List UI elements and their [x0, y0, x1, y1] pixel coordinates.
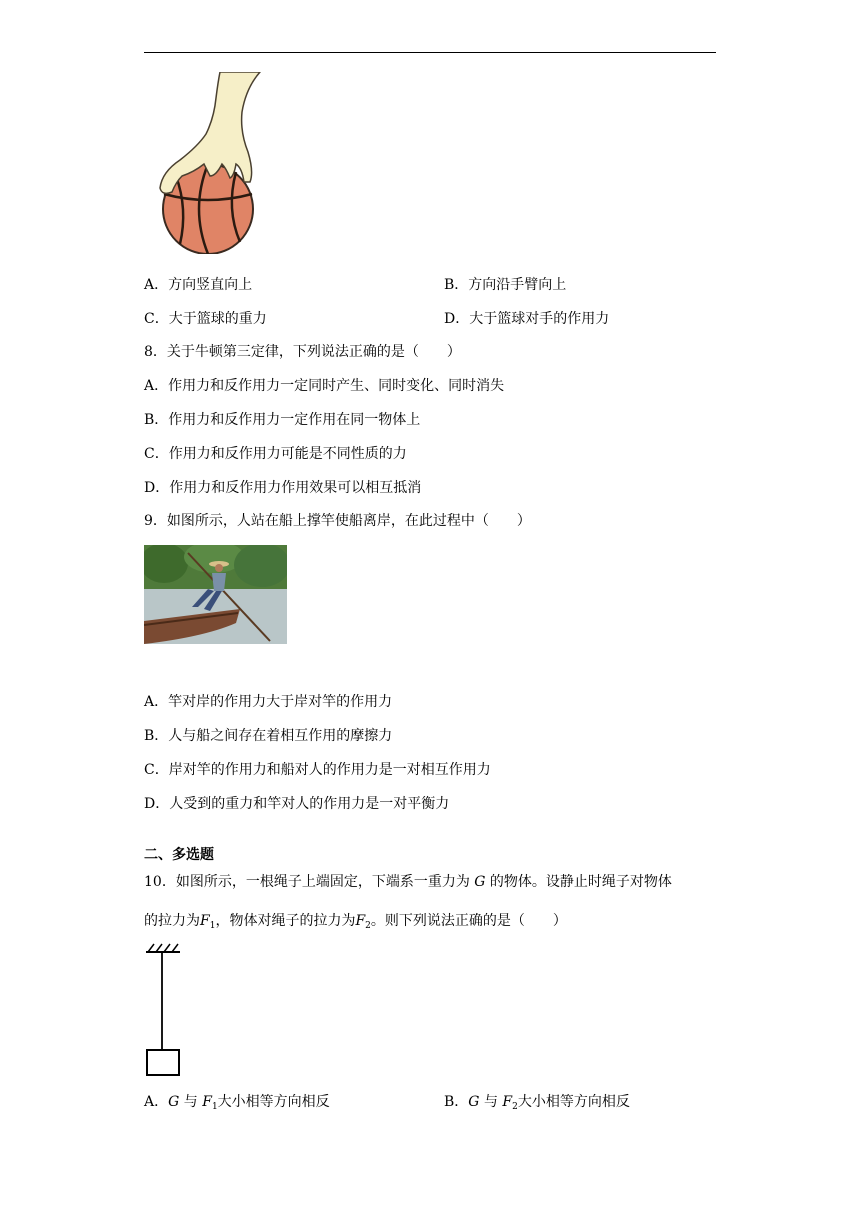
q10-option-b-yu: 与: [483, 1094, 498, 1110]
header-rule: [144, 52, 716, 53]
q8-option-d: D．作用力和反作用力作用效果可以相互抵消: [144, 480, 422, 496]
q10-option-b-rest: 大小相等方向相反: [517, 1094, 630, 1110]
q9-stem: 9．如图所示，人站在船上撑竿使船离岸，在此过程中（ ）: [144, 513, 531, 529]
q10-option-a-sub: 1: [211, 1102, 218, 1112]
q10-stem-part4: ，物体对绳子的拉力为: [215, 913, 356, 929]
q8-stem: 8．关于牛顿第三定律，下列说法正确的是（ ）: [144, 344, 461, 360]
q9-option-c: C．岸对竿的作用力和船对人的作用力是一对相互作用力: [144, 762, 491, 778]
q9-option-b: B．人与船之间存在着相互作用的摩擦力: [144, 728, 393, 744]
q10-option-a-g: G: [168, 1094, 180, 1110]
section-heading: 二、多选题: [144, 847, 214, 863]
q10-symbol-g: G: [474, 874, 486, 890]
q10-option-a: [144, 1092, 330, 1112]
q10-option-b: [444, 1092, 630, 1112]
q8-option-c: C．作用力和反作用力可能是不同性质的力: [144, 446, 407, 462]
q10-stem-part2: 的物体。设静止时绳子对物体: [489, 874, 672, 890]
q8-option-a: A．作用力和反作用力一定同时产生、同时变化、同时消失: [144, 378, 505, 394]
q10-sub-1: 1: [209, 921, 216, 931]
q10-option-b-sub: 2: [512, 1102, 518, 1112]
q10-sub-2: 2: [365, 921, 371, 931]
q10-option-a-f: F: [202, 1094, 212, 1110]
q9-option-a: A．竿对岸的作用力大于岸对竿的作用力: [144, 694, 393, 710]
hand-icon: [160, 72, 260, 193]
q10-option-b-g: G: [468, 1094, 480, 1110]
q10-symbol-f2: F: [355, 913, 366, 929]
q10-option-b-f: F: [502, 1094, 513, 1110]
q10-symbol-f1: F: [200, 913, 210, 929]
q10-stem-part3: 的拉力为: [144, 913, 200, 929]
boat-photo: [144, 545, 287, 644]
rope-block-diagram: [144, 942, 184, 1078]
q10-option-a-rest: 大小相等方向相反: [217, 1094, 330, 1110]
q10-stem-line1: [144, 872, 672, 892]
basketball-hand-figure: [150, 72, 270, 254]
q10-option-b-prefix: B．: [444, 1094, 469, 1110]
q7-option-c: C．大于篮球的重力: [144, 311, 267, 327]
q10-option-a-prefix: A．: [144, 1094, 169, 1110]
q7-option-a: A．方向竖直向上: [144, 277, 253, 293]
q10-stem-line2: [144, 911, 567, 931]
q10-stem-part1: 10．如图所示，一根绳子上端固定，下端系一重力为: [144, 874, 470, 890]
q7-option-b: B．方向沿手臂向上: [444, 277, 567, 293]
q10-stem-part5: 。则下列说法正确的是（ ）: [370, 913, 567, 929]
q7-option-d: D．大于篮球对手的作用力: [444, 311, 610, 327]
q8-option-b: B．作用力和反作用力一定作用在同一物体上: [144, 412, 421, 428]
q10-option-a-yu: 与: [183, 1094, 198, 1110]
q9-option-d: D．人受到的重力和竿对人的作用力是一对平衡力: [144, 796, 450, 812]
